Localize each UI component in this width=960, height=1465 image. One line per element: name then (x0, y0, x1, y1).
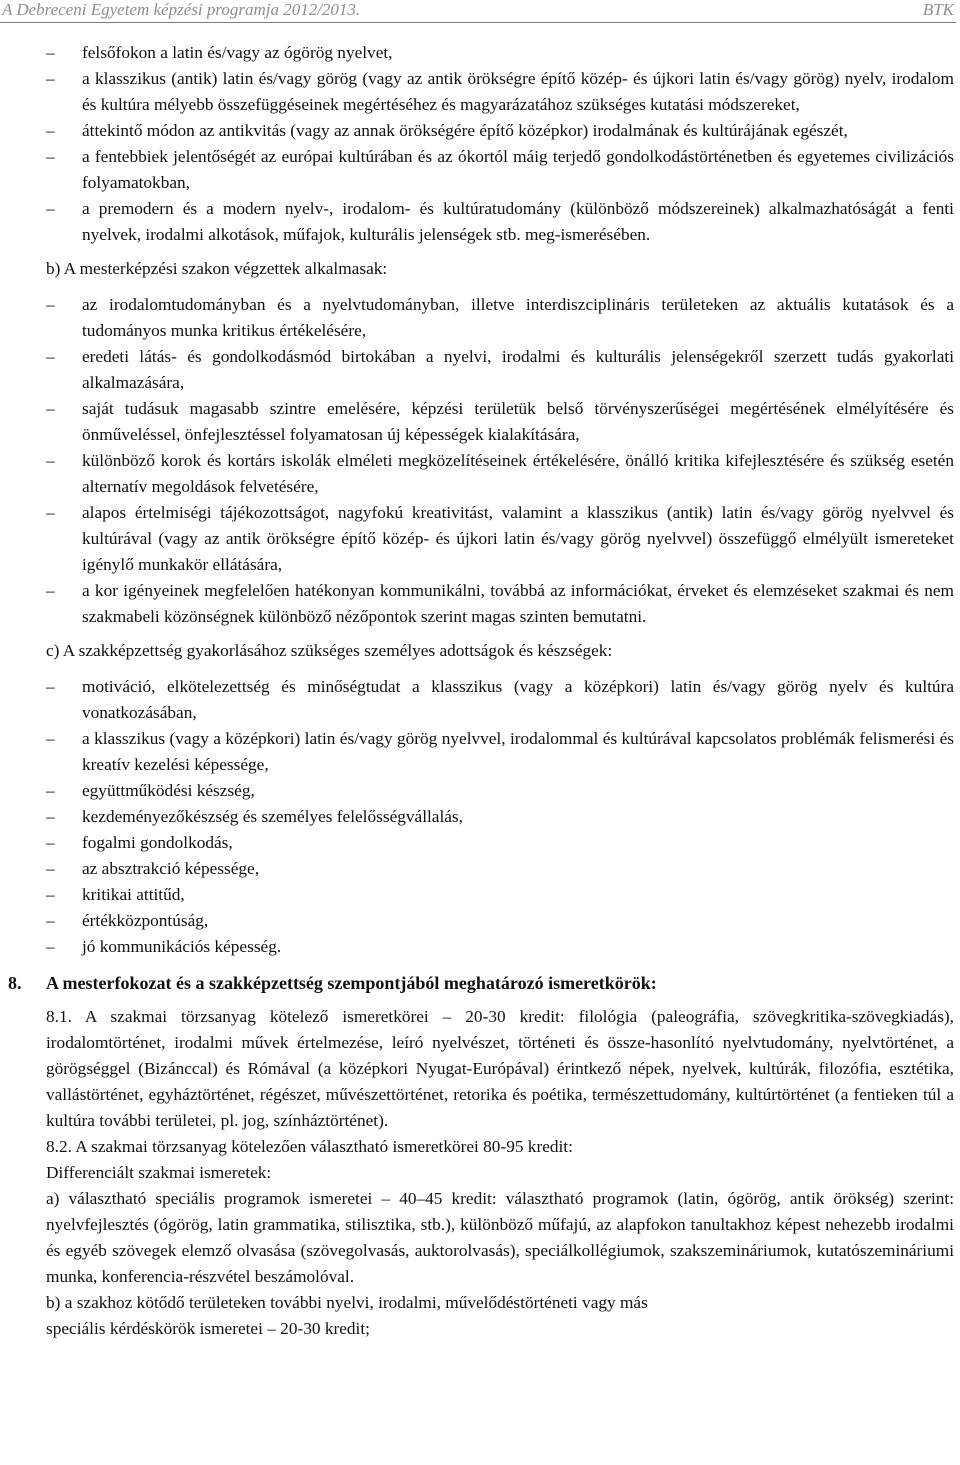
dash-mark: – (46, 399, 55, 418)
abilities-list (46, 292, 954, 630)
list-item: – eredeti látás- és gondolkodásmód birtokában a nyelvi, irodalmi és kulturális jelenségekről szerzett tudás gyakorlati alkalmazására, (46, 344, 954, 396)
paragraph-b-cont: speciális kérdéskörök ismeretei – 20-30 kredit; (46, 1319, 370, 1338)
list-item: – motiváció, elkötelezettség és minőségtudat a klasszikus (vagy a középkori) latin és/vagy görög nyelv és kultúra vonatkozásában, (46, 674, 954, 726)
list-item: – a premodern és a modern nyelv-, irodalom- és kultúratudomány (különböző módszereinek) alkalmazhatóságát a fenti nyelvek, irodalmi alkotások, műfajok, kulturális jelenségek stb. meg-ismerésében. (46, 196, 954, 248)
dash-mark: – (46, 147, 55, 166)
dash-mark: – (46, 347, 55, 366)
list-item: – a fentebbiek jelentőségét az európai kultúrában és az ókortól máig terjedő gondolkodástörténetben és egyetemes civilizációs folyamatokban, (46, 144, 954, 196)
dash-mark: – (46, 451, 55, 470)
list-item: – kezdeményezőkészség és személyes felelősségvállalás, (46, 804, 954, 830)
paragraph-b: b) a szakhoz kötődő területeken további nyelvi, irodalmi, művelődéstörténeti vagy más (46, 1293, 648, 1312)
list-item: – értékközpontúság, (46, 908, 954, 934)
section-8-heading (8, 970, 954, 996)
paragraph-differentiated: Differenciált szakmai ismeretek: (46, 1163, 272, 1182)
list-item: – áttekintő módon az antikvitás (vagy az annak örökségére építő középkor) irodalmának és kultúrájának egészét, (46, 118, 954, 144)
section-title: A mesterfokozat és a szakképzettség szempontjából meghatározó ismeretkörök: (46, 973, 657, 993)
list-item: – jó kommunikációs képesség. (46, 934, 954, 960)
dash-mark: – (46, 807, 55, 826)
dash-mark: – (46, 859, 55, 878)
dash-mark: – (46, 503, 55, 522)
list-item: – az absztrakció képessége, (46, 856, 954, 882)
dash-mark: – (46, 69, 55, 88)
paragraph-a: a) választható speciális programok ismeretei – 40–45 kredit: választható programok (latin, ógörög, antik örökség) szerint: nyelvfejlesztés (ógörög, latin grammatika, stilisztika, stb.), különböző műfajú, az alapfokon tanultakhoz képest nehezebb irodalmi és egyéb szövegek elemző olvasása (szövegolvasás, auktorolvasás), speciálkollégiumok, szakszemináriumok, kutatószemináriumi munka, konferencia-részvétel beszámolóval. (46, 1189, 954, 1286)
list-item: – saját tudásuk magasabb szintre emelésére, képzési területük belső törvényszerűségei megértésének elmélyítésére és önműveléssel, önfejlesztéssel folyamatosan új képességek kialakítására, (46, 396, 954, 448)
dash-mark: – (46, 43, 55, 62)
document-body (8, 40, 954, 1342)
list-item: – fogalmi gondolkodás, (46, 830, 954, 856)
list-item: – különböző korok és kortárs iskolák elméleti megközelítéseinek értékelésére, önálló kritika kifejlesztésére és szükség esetén alternatív megoldások felvetésére, (46, 448, 954, 500)
list-item: – alapos értelmiségi tájékozottságot, nagyfokú kreativitást, valamint a klasszikus (antik) latin és/vagy görög nyelvvel és kultúrával (vagy az antik örökségre építő közép- és újkori latin és/vagy görög nyelvvel) összefüggő elmélyült ismereteket igénylő munkakör ellátására, (46, 500, 954, 578)
list-item: – az irodalomtudományban és a nyelvtudományban, illetve interdiszciplináris területeken az aktuális kutatások és a tudományos munka kritikus értékelésére, (46, 292, 954, 344)
page-header (0, 0, 956, 23)
list-item: – a kor igényeinek megfelelően hatékonyan kommunikálni, továbbá az információkat, érveket és elemzéseket szakmai és nem szakmabeli közönségnek különböző nézőpontok szerint magas szinten bemutatni. (46, 578, 954, 630)
dash-mark: – (46, 677, 55, 696)
list-item: – kritikai attitűd, (46, 882, 954, 908)
paragraph-8-2: 8.2. A szakmai törzsanyag kötelezően választható ismeretkörei 80-95 kredit: (46, 1137, 573, 1156)
dash-mark: – (46, 911, 55, 930)
dash-mark: – (46, 199, 55, 218)
dash-mark: – (46, 581, 55, 600)
list-item: – a klasszikus (vagy a középkori) latin és/vagy görög nyelvvel, irodalommal és kultúrával kapcsolatos problémák felismerési és kreatív kezelési képessége, (46, 726, 954, 778)
abilities-heading: b) A mesterképzési szakon végzettek alkalmasak: (46, 259, 388, 278)
paragraph-8-1: 8.1. A szakmai törzsanyag kötelező ismeretkörei – 20-30 kredit: filológia (paleográfia, szövegkritika-szövegkiadás), irodalomtörténet, irodalmi művek értelmezése, leíró nyelvészet, történeti és össze-hasonlító nyelvtudomány, nyelvtörténet, a görögséggel (Bizánccal) és Rómával (a középkori Nyugat-Európával) érintkező népek, nyelvek, kultúrák, filozófia, esztétika, vallástörténet, egyháztörténet, régészet, művészettörténet, retorika és poétika, természettudomány, kultúrtörténet (a fentieken túl a kultúra további területei, pl. jog, színháztörténet). (46, 1007, 954, 1130)
dash-mark: – (46, 121, 55, 140)
dash-mark: – (46, 295, 55, 314)
list-item: – együttműködési készség, (46, 778, 954, 804)
header-title: A Debreceni Egyetem képzési programja 2012/2013. (2, 0, 361, 19)
knowledge-list (46, 40, 954, 248)
skills-list (46, 674, 954, 960)
section-number: 8. (8, 973, 22, 993)
list-item: – felsőfokon a latin és/vagy az ógörög nyelvet, (46, 40, 954, 66)
dash-mark: – (46, 833, 55, 852)
dash-mark: – (46, 937, 55, 956)
dash-mark: – (46, 729, 55, 748)
list-item: – a klasszikus (antik) latin és/vagy görög (vagy az antik örökségre építő közép- és újkori latin és/vagy görög) nyelv, irodalom és kultúra mélyebb összefüggéseinek megértéséhez és magyarázatához szükséges kutatási módszereket, (46, 66, 954, 118)
header-faculty: BTK (922, 0, 954, 19)
dash-mark: – (46, 885, 55, 904)
dash-mark: – (46, 781, 55, 800)
skills-heading: c) A szakképzettség gyakorlásához szükséges személyes adottságok és készségek: (46, 641, 613, 660)
